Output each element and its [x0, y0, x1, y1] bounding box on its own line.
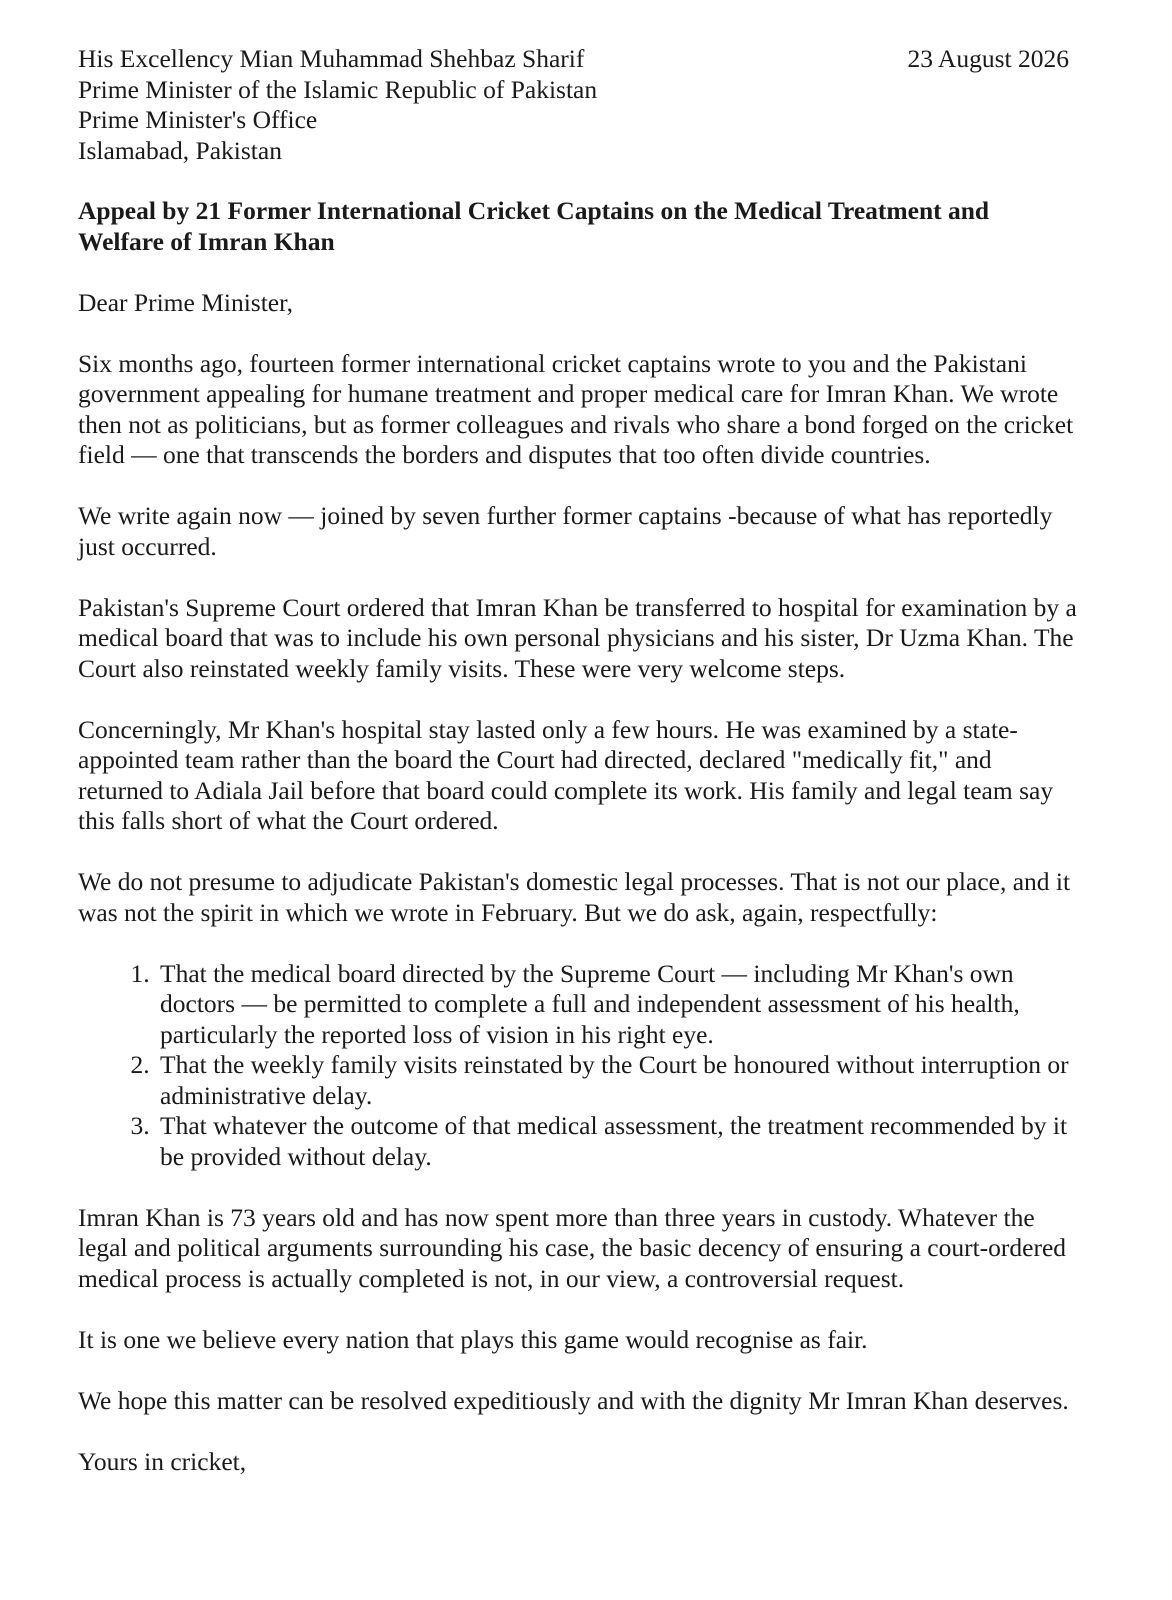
recipient-city: Islamabad, Pakistan [78, 135, 282, 165]
closing-paragraph-2: It is one we believe every nation that plays this game would recognise as fair. [78, 1324, 868, 1354]
paragraph-3: Pakistan's Supreme Court ordered that Imran Khan be transferred to hospital for examination by a medical board that was to include his own personal physicians and his sister, Dr Uzma Khan. The Court also reinstated weekly family visits. These were very welcome steps. [78, 592, 1077, 683]
paragraph-2: We write again now — joined by seven further former captains -because of what has reportedly just occurred. [78, 501, 1053, 561]
letter-body [78, 196, 1078, 1508]
request-item-3: 3. That whatever the outcome of that medical assessment, the treatment recommended by it be provided without delay. [156, 1111, 1078, 1172]
letter-subject: Appeal by 21 Former International Cricket Captains on the Medical Treatment and Welfare of Imran Khan [78, 196, 990, 256]
signoff: Yours in cricket, [78, 1446, 247, 1476]
salutation: Dear Prime Minister, [78, 287, 293, 317]
letter-date: 23 August 2026 [907, 44, 1069, 73]
recipient-name: His Excellency Mian Muhammad Shehbaz Sharif [78, 44, 585, 73]
request-item-2: 2. That the weekly family visits reinstated by the Court be honoured without interruption or administrative delay. [156, 1050, 1078, 1111]
closing-paragraph-1: Imran Khan is 73 years old and has now spent more than three years in custody. Whatever the legal and political arguments surrounding his case, the basic decency of ensuring a court-ordered medical process is actually completed is not, in our view, a controversial request. [78, 1202, 1067, 1293]
recipient-office: Prime Minister's Office [78, 105, 318, 134]
paragraph-1: Six months ago, fourteen former international cricket captains wrote to you and the Pakistani government appealing for humane treatment and proper medical care for Imran Khan. We wrote then not as politicians, but as former colleagues and rivals who share a bond forged on the cricket field — one that transcends the borders and disputes that too often divide countries. [78, 348, 1074, 469]
closing-paragraph-3: We hope this matter can be resolved expeditiously and with the dignity Mr Imran Khan deserves. [78, 1385, 1069, 1415]
recipient-title: Prime Minister of the Islamic Republic of Pakistan [78, 74, 598, 104]
paragraph-4: Concerningly, Mr Khan's hospital stay lasted only a few hours. He was examined by a state-appointed team rather than the board the Court had directed, declared "medically fit," and returned to Adiala Jail before that board could complete its work. His family and legal team say this falls short of what the Court ordered. [78, 714, 1054, 835]
request-item-1: 1. That the medical board directed by the Supreme Court — including Mr Khan's own doctors — be permitted to complete a full and independent assessment of his health, particularly the reported loss of vision in his right eye. [156, 959, 1078, 1051]
paragraph-5: We do not presume to adjudicate Pakistan's domestic legal processes. That is not our place, and it was not the spirit in which we wrote in February. But we do ask, again, respectfully: [78, 867, 1071, 927]
requests-list [78, 959, 1078, 1173]
